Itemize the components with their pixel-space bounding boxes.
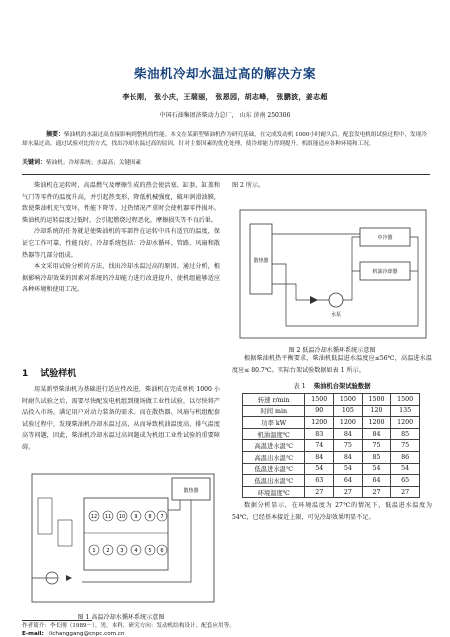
- table-cell: 27: [362, 486, 391, 498]
- table-cell: 135: [391, 405, 420, 417]
- pipe: [352, 237, 360, 271]
- table-cell: 27: [391, 486, 420, 498]
- row-header-cell: 低温进水温℃: [243, 463, 305, 475]
- paragraph: 数据分析显示，在环境温度为 27℃的情况下，低温进水温度为 54℃，已经基本接近上限，可见冷却效果明显不足。: [232, 502, 432, 521]
- cylinder-label: 8: [148, 514, 152, 520]
- cylinder-label: 5: [148, 548, 152, 554]
- table-cell: 1500: [391, 394, 420, 406]
- cylinder-label: 12: [90, 514, 98, 520]
- table-cell: 64: [334, 475, 363, 487]
- tank: [38, 498, 52, 534]
- table-row: [243, 463, 420, 475]
- table-cell: 65: [391, 475, 420, 487]
- paper-title: 柴油机冷却水温过高的解决方案: [133, 66, 316, 81]
- author-note: 作者简介：李长刚（1989－），男，本科，研究方向：发动机结构设计、配套应用等。: [22, 623, 235, 629]
- table-caption: [232, 381, 432, 390]
- paragraph: 冷却系统的任务就是使柴油机的零部件在运转中具有适宜的温度，保证它工作可靠，性能良好。冷却系统包括：冷却水循环、管路、风扇和散热器等几部分组成。: [22, 228, 220, 259]
- radiator-label: 散热器: [253, 258, 269, 264]
- row-header-cell: 功率 kW: [243, 417, 305, 429]
- row-header-cell: 高温进水温℃: [243, 440, 305, 452]
- data-table: [242, 393, 420, 498]
- table-cell: 54: [305, 463, 334, 475]
- table-row: [243, 428, 420, 440]
- table-row: [243, 440, 420, 452]
- table-cell: 85: [391, 428, 420, 440]
- oil-cooler: [58, 520, 72, 546]
- table-cell: 85: [362, 451, 391, 463]
- cylinder-label: 1: [92, 548, 96, 554]
- paragraph: 用某新型柴油机为基础进行适应性改进，柴油机在完成单机 1000 小时耐久试验之后，需要尽快配发电机组到现场做工业性试验，以尽快将产品投入市场，满足用户对动力装备的需求。而在散热器、风扇与机组配套试验过程中，发现柴油机冷却水温过高，从而导致机油温度高、排气温度高等问题，因此，柴油机冷却水温过高问题成为机组工业性试验的重要障碍。: [22, 386, 220, 451]
- left-column: [22, 180, 220, 296]
- keywords-text: 柴油机；冷却系统；水温高；关键因素: [46, 160, 142, 166]
- pipe: [343, 271, 360, 300]
- paragraph: 根据柴油机热平衡要求，柴油机低温进水温度应≤56℃，高温进水温度应≤ 80.7℃。实际台架试验数据如表 1 所示。: [232, 355, 432, 374]
- cylinder-label: 7: [160, 514, 164, 520]
- section-title: 试验样机: [40, 369, 77, 379]
- table-cell: 27: [334, 486, 363, 498]
- table-cell: 83: [305, 428, 334, 440]
- section-heading: [22, 366, 88, 379]
- row-header-cell: 环境温度℃: [243, 486, 305, 498]
- email-line: [22, 630, 235, 637]
- abstract-text: 柴油机的水温过高直接影响到整机的性能。本文在某新型柴油机作为研究基础，在完成发动机 1000小时耐久后，配套发电机组试验过程中，发现冷却水温过高，通过试验对比的方式，找出冷却水温过高的原因，针对主要因素的优化处理，使冷却能力得到提升，机组能适应各种环境和工况。: [22, 132, 427, 147]
- table-cell: 1200: [334, 417, 363, 429]
- table-cell: 84: [362, 428, 391, 440]
- table-cell: 54: [391, 463, 420, 475]
- table-cell: 84: [305, 451, 334, 463]
- table-row: [243, 486, 420, 498]
- author-list: 李长刚， 张小庆，王瑞丽， 张恩园，胡志峰， 张鹏波，姜志超: [122, 93, 328, 101]
- table-cell: 75: [334, 440, 363, 452]
- table-cell: 74: [305, 440, 334, 452]
- cylinder-label: 3: [120, 548, 124, 554]
- row-header-cell: 转速 r/min: [243, 394, 305, 406]
- table-cell: 1500: [334, 394, 363, 406]
- right-column-intro: [232, 180, 432, 192]
- table-row: [243, 405, 420, 417]
- pump-label: 水泵: [330, 312, 342, 318]
- figure-2-caption: 图 2 低温冷却水循环系统示意图: [288, 347, 376, 354]
- cylinder-label: 4: [134, 548, 138, 554]
- cylinder-label: 2: [106, 548, 110, 554]
- table-cell: 90: [305, 405, 334, 417]
- table-cell: 84: [334, 451, 363, 463]
- table-caption-prefix: 表 1: [293, 383, 306, 390]
- keywords: [22, 158, 430, 168]
- row-header-cell: 低温出水温℃: [243, 475, 305, 487]
- email-address[interactable]: lichanggang@cnpc.com.cn: [49, 631, 125, 637]
- table-cell: 1500: [362, 394, 391, 406]
- right-column-conclusion: [232, 500, 432, 523]
- section-number: 1: [22, 369, 29, 379]
- table-cell: 1200: [391, 417, 420, 429]
- table-cell: 86: [391, 451, 420, 463]
- table-cell: 75: [391, 440, 420, 452]
- figure-1-caption: 图 1 高温冷却水循环系统示意图: [77, 614, 165, 621]
- figure-1-diagram: [22, 470, 220, 620]
- paragraph: 图 2 所示。: [232, 182, 265, 189]
- row-header-cell: 高温出水温℃: [243, 451, 305, 463]
- paragraph: 柴油机在运转时，高温燃气及摩擦生成的热会使活塞、缸套、缸盖和气门等零件的温度升高，并引起热变形，降低机械强度，破坏润滑油膜，致使柴油机充气变坏，性能下降等。过热情况严重时会使机器零件损坏。柴油机的运转温度过低时，会引起燃烧过程恶化，摩擦损失等不良后果。: [22, 182, 220, 224]
- table-cell: 27: [305, 486, 334, 498]
- table-row: [243, 394, 420, 406]
- keywords-label: 关键词：: [22, 159, 47, 166]
- table-cell: 64: [362, 475, 391, 487]
- table-cell: 54: [334, 463, 363, 475]
- right-column-text: [232, 353, 432, 376]
- outlet-pipe: [168, 500, 180, 510]
- return-pipe: [272, 237, 418, 326]
- table-row: [243, 475, 420, 487]
- table-cell: 1200: [362, 417, 391, 429]
- table-row: [243, 417, 420, 429]
- table-cell: 63: [305, 475, 334, 487]
- header-divider: [22, 174, 430, 175]
- table-cell: 105: [334, 405, 363, 417]
- table-cell: 1500: [305, 394, 334, 406]
- valve-icon: [66, 575, 72, 581]
- footnote: [22, 622, 235, 637]
- cylinder-label: 9: [134, 514, 138, 520]
- abstract: [22, 130, 430, 149]
- abstract-label: 摘要：: [46, 131, 65, 138]
- table-caption-title: 柴油机台架试验数据: [313, 383, 371, 390]
- table-cell: 75: [362, 440, 391, 452]
- paragraph: 本文采用试验分析的方法，找出冷却水温过高的原因。通过分析，根据影响冷却效果的因素对系统的冷却能力进行改进提升，使机组能够适应各种环境和使用工况。: [22, 263, 220, 294]
- table-cell: 1200: [305, 417, 334, 429]
- affiliation: 中国石油集团济柴动力总厂， 山东 济南 250306: [159, 112, 291, 119]
- table-cell: 84: [334, 428, 363, 440]
- table-cell: 54: [362, 463, 391, 475]
- oil-cooler-label: 机油冷却器: [372, 269, 398, 275]
- table-row: [243, 451, 420, 463]
- radiator-label: 散热器: [183, 488, 199, 494]
- pump-icon: [329, 293, 343, 307]
- engine-block: [84, 498, 168, 570]
- cylinder-label: 11: [104, 514, 112, 520]
- row-header-cell: 机油温度℃: [243, 428, 305, 440]
- table-cell: 120: [362, 405, 391, 417]
- row-header-cell: 时间 min: [243, 405, 305, 417]
- left-column-lower: [22, 384, 220, 454]
- cylinder-label: 10: [118, 514, 126, 520]
- pipe: [272, 284, 329, 300]
- email-label: E-mail:: [22, 631, 44, 637]
- footnote-divider: [22, 620, 92, 621]
- cylinder-label: 6: [160, 548, 164, 554]
- figure-2-diagram: [236, 204, 430, 344]
- intercooler-label: 中冷器: [377, 235, 393, 241]
